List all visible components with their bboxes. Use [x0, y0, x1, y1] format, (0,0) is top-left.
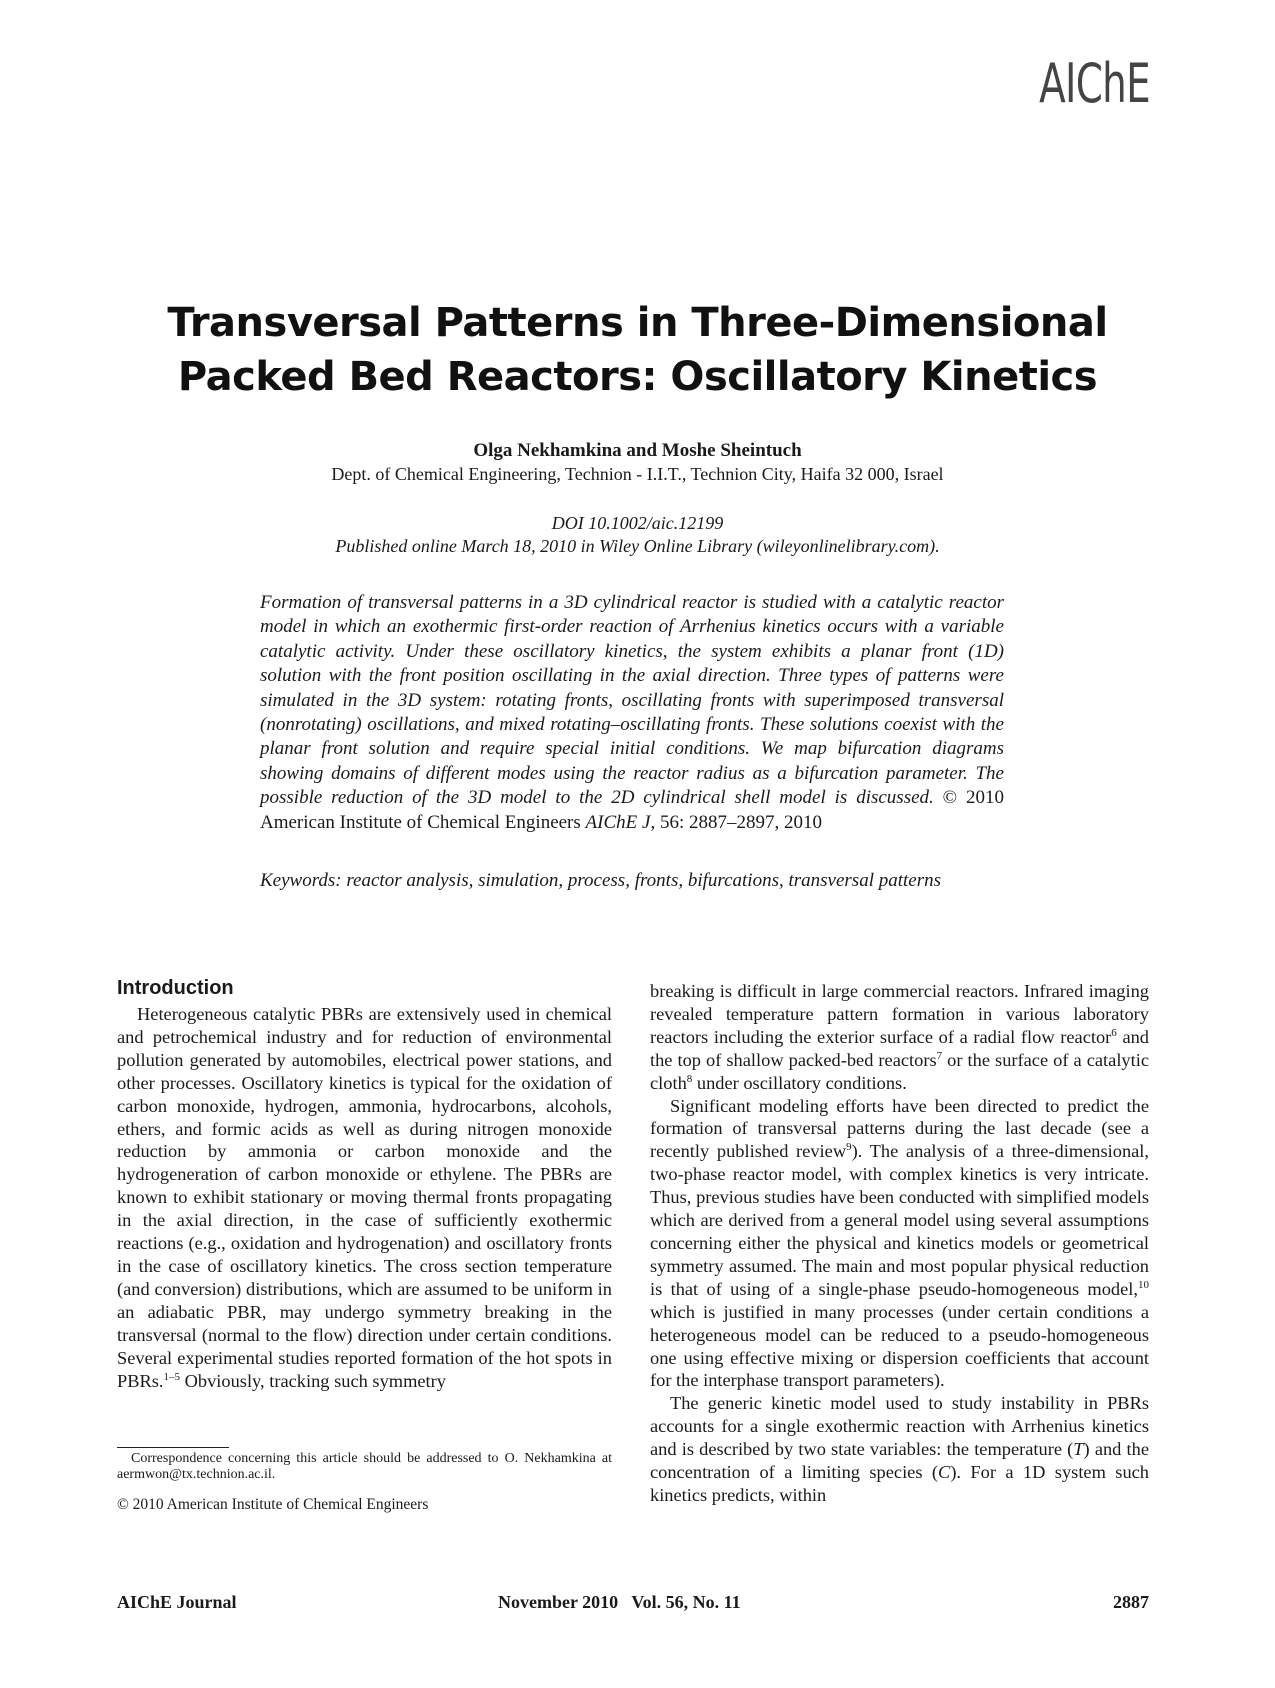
- reference-8: 8: [686, 1072, 693, 1085]
- intro-paragraph-2: [650, 1095, 1149, 1393]
- doi: DOI 10.1002/aic.12199: [551, 513, 724, 533]
- right-p3-c: ). For a 1D system such kinetics predicts, within: [650, 1462, 1149, 1505]
- left-column: [117, 1003, 612, 1392]
- abstract-copyright: © 2010 American Institute of Chemical Engineers: [260, 787, 1005, 833]
- right-p1-d: under oscillatory conditions.: [692, 1072, 907, 1093]
- reference-7: 7: [936, 1049, 943, 1062]
- reference-1-5: 1–5: [163, 1370, 181, 1383]
- intro-paragraph-1-text: Heterogeneous catalytic PBRs are extensively used in chemical and petrochemical industry and for reduction of environmental pollution generated by automobiles, electrical power stations, and other processes. Oscillatory kinetics is typical for the oxidation of carbon monoxide, hydrogen, ammonia, hydrocarbons, alcohols, ethers, and formic acids as well as during nitrogen monoxide reduction by ammonia or carbon monoxide and the hydrogeneration of carbon monoxide or ethylene. The PBRs are known to exhibit stationary or moving thermal fronts propagating in the axial direction, in the case of sufficiently exothermic reactions (e.g., oxidation and hydrogenation) and oscillatory fronts in the case of oscillatory kinetics. The cross section temperature (and conversion) distributions, which are assumed to be uniform in an adiabatic PBR, may undergo symmetry breaking in the transversal (normal to the flow) direction under certain conditions. Several experimental studies reported formation of the hot spots in PBRs.: [117, 1004, 612, 1391]
- reference-6: 6: [1111, 1026, 1117, 1039]
- right-column: [650, 980, 1149, 1507]
- article-title: [100, 296, 1175, 404]
- keywords: Keywords: reactor analysis, simulation, process, fronts, bifurcations, transversal patterns: [260, 870, 942, 891]
- right-p1-b: and the top of shallow packed-bed reactors: [650, 1026, 1149, 1070]
- right-p2-c: which is justified in many processes (under certain conditions a heterogeneous model can be reduced to a pseudo-homogeneous one using effective mixing or dispersion coefficients that account for the interphase transport parameters).: [650, 1301, 1149, 1391]
- right-p3-a: The generic kinetic model used to study instability in PBRs accounts for a single exothermic reaction with Arrhenius kinetics and is described by two state variables: the temperature (: [650, 1393, 1149, 1460]
- aiche-logo: AIChE: [1039, 52, 1150, 115]
- title-line-2: Packed Bed Reactors: Oscillatory Kinetics: [177, 354, 1098, 400]
- section-heading-introduction: Introduction: [117, 977, 234, 999]
- right-p3-b: ) and the concentration of a limiting species (: [650, 1439, 1149, 1483]
- symbol-T: T: [1073, 1439, 1084, 1460]
- right-p1-c: or the surface of a catalytic cloth: [650, 1049, 1150, 1093]
- title-line-1: Transversal Patterns in Three-Dimensional: [167, 300, 1108, 346]
- intro-paragraph-1: [117, 1003, 612, 1392]
- copyright-line: © 2010 American Institute of Chemical Engineers: [117, 1496, 429, 1513]
- right-p2-b: ). The analysis of a three-dimensional, two-phase reactor model, with complex kinetics is very intricate. Thus, previous studies have been conducted with simplified models which are derived from a general model using several assumptions concerning either the physical and kinetics models or geometrical symmetry assumed. The main and most popular physical reduction is that of using of a single-phase pseudo-homogeneous model,: [650, 1141, 1150, 1299]
- abstract-journal: AIChE J: [585, 811, 651, 833]
- abstract-body: Formation of transversal patterns in a 3D cylindrical reactor is studied with a catalytic reactor model in which an exothermic first-order reaction of Arrhenius kinetics occurs with a variable catalytic activity. Under these oscillatory kinetics, the system exhibits a planar front (1D) solution with the front position oscillating in the axial direction. Three types of patterns were simulated in the 3D system: rotating fronts, oscillating fronts with superimposed transversal (nonrotating) oscillations, and mixed rotating–oscillating fronts. These solutions coexist with the planar front solution and require special initial conditions. We map bifurcation diagrams showing domains of different modes using the reactor radius as a bifurcation parameter. The possible reduction of the 3D model to the 2D cylindrical shell model is discussed.: [260, 592, 1004, 809]
- intro-paragraph-3: [650, 1392, 1149, 1507]
- footer-issue: November 2010 Vol. 56, No. 11: [498, 1592, 741, 1612]
- symbol-C: C: [938, 1462, 951, 1483]
- reference-10: 10: [1138, 1278, 1149, 1291]
- authors: Olga Nekhamkina and Moshe Sheintuch: [473, 440, 802, 461]
- intro-paragraph-1-continued: [650, 980, 1149, 1095]
- right-p2-a: Significant modeling efforts have been directed to predict the formation of transversal patterns during the last decade (see a recently published review: [650, 1095, 1149, 1162]
- affiliation: Dept. of Chemical Engineering, Technion - I.I.T., Technion City, Haifa 32 000, Israel: [331, 464, 944, 484]
- footnote-rule: [117, 1447, 229, 1448]
- intro-paragraph-1-tail: Obviously, tracking such symmetry: [180, 1370, 446, 1391]
- footer-journal: AIChE Journal: [117, 1592, 237, 1612]
- abstract: [260, 591, 1004, 835]
- correspondence-footnote: Correspondence concerning this article should be addressed to O. Nekhamkina at aermwon@tx.technion.ac.il.: [117, 1451, 612, 1482]
- right-p1-a: breaking is difficult in large commercial reactors. Infrared imaging revealed temperature pattern formation in various laboratory reactors including the exterior surface of a radial flow reactor: [650, 981, 1149, 1047]
- publication-info: Published online March 18, 2010 in Wiley Online Library (wileyonlinelibrary.com).: [335, 536, 940, 556]
- reference-9: 9: [846, 1141, 852, 1154]
- abstract-citation: , 56: 2887–2897, 2010: [650, 811, 822, 833]
- footer-page-number: 2887: [1113, 1592, 1149, 1612]
